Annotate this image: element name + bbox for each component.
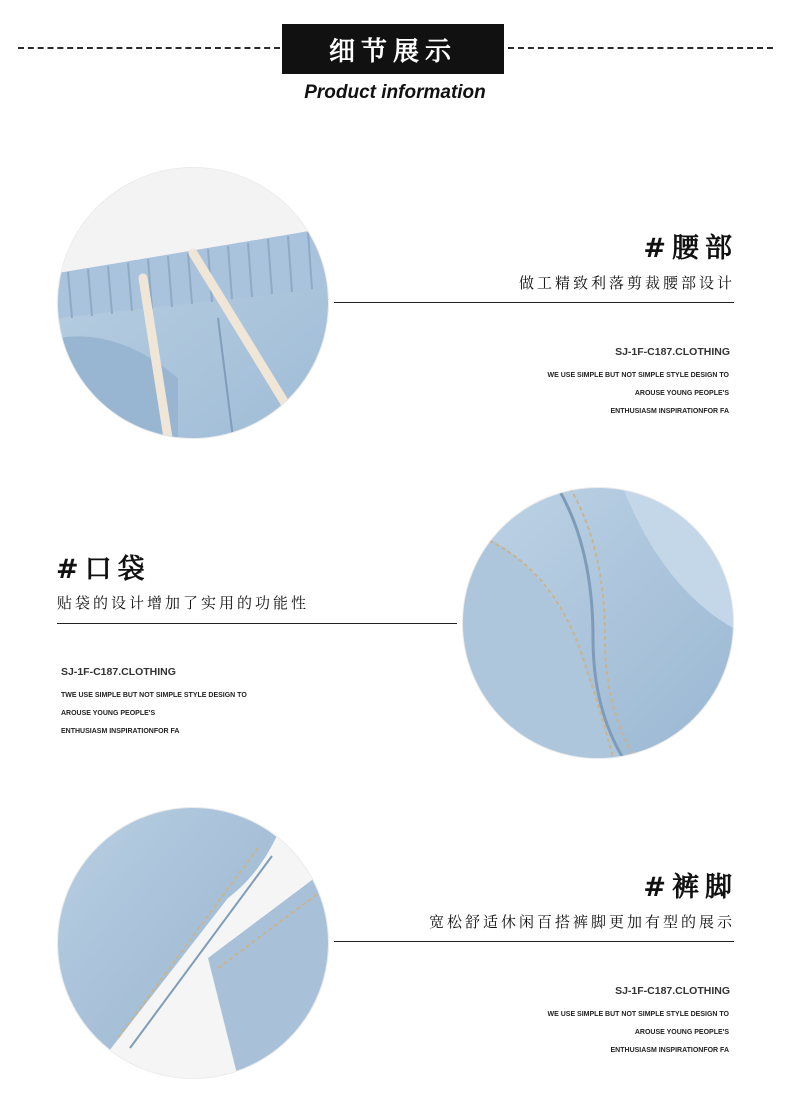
hem-section-divider: [334, 941, 734, 942]
header-divider-left: [18, 47, 280, 49]
hem-section-code: SJ-1F-C187.CLOTHING: [615, 985, 730, 997]
pocket-section-line-3: ENTHUSIASM INSPIRATIONFOR FA: [61, 728, 180, 735]
hem-section-line-2: AROUSE YOUNG PEOPLE'S: [634, 1029, 729, 1036]
page-title: 细节展示: [282, 24, 504, 74]
waist-section-line-1: WE USE SIMPLE BUT NOT SIMPLE STYLE DESIGN TO: [547, 372, 729, 379]
page-subtitle: Product information: [304, 82, 486, 103]
waist-section-title: #腰部: [643, 233, 738, 264]
waist-section-description: 做工精致利落剪裁腰部设计: [518, 274, 735, 292]
pocket-section-line-1: TWE USE SIMPLE BUT NOT SIMPLE STYLE DESIGN TO: [61, 692, 247, 699]
waist-section-code: SJ-1F-C187.CLOTHING: [615, 346, 730, 358]
waist-section-line-2: AROUSE YOUNG PEOPLE'S: [634, 390, 729, 397]
pocket-section-line-2: AROUSE YOUNG PEOPLE'S: [61, 710, 156, 717]
hem-detail-image: [58, 808, 328, 1078]
hem-section-description: 宽松舒适休闲百搭裤脚更加有型的展示: [428, 913, 735, 931]
pocket-detail-image: [463, 488, 733, 758]
pocket-section-code: SJ-1F-C187.CLOTHING: [61, 666, 176, 678]
waist-detail-image: [58, 168, 328, 438]
header-divider-right: [508, 47, 773, 49]
hem-section-line-3: ENTHUSIASM INSPIRATIONFOR FA: [610, 1047, 729, 1054]
waist-section-divider: [334, 302, 734, 303]
hem-section-line-1: WE USE SIMPLE BUT NOT SIMPLE STYLE DESIGN TO: [547, 1011, 729, 1018]
hem-section-title: #裤脚: [643, 872, 738, 903]
pocket-section-description: 贴袋的设计增加了实用的功能性: [57, 594, 310, 612]
pocket-section-divider: [57, 623, 457, 624]
pocket-section-title: #口袋: [56, 554, 151, 585]
waist-section-line-3: ENTHUSIASM INSPIRATIONFOR FA: [610, 408, 729, 415]
